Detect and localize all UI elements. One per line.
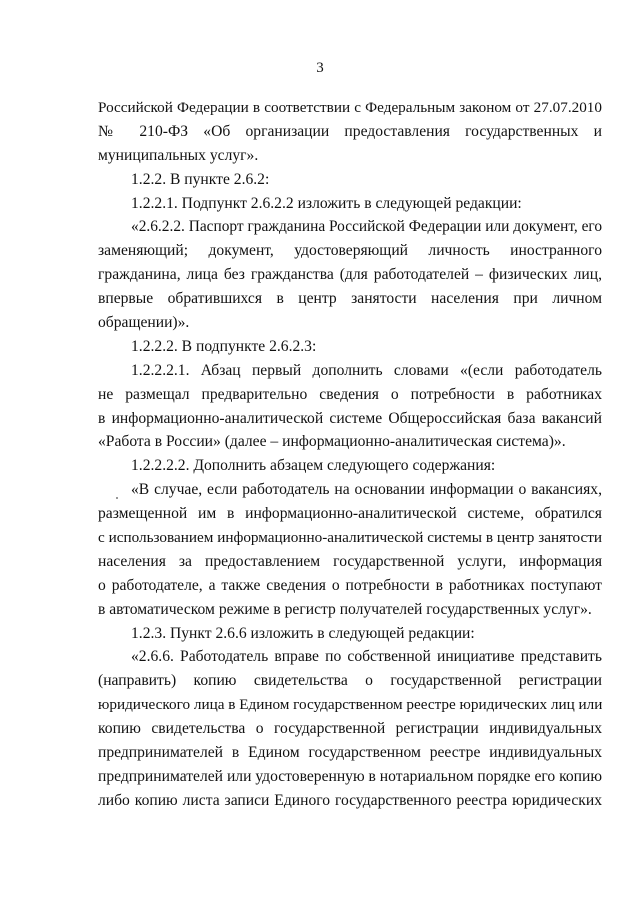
text-line: в информационно-аналитической системе Общероссийская база вакансий (98, 409, 602, 427)
text-line: предпринимателей или удостоверенную в нотариальном порядке его копию (98, 767, 602, 785)
text-line: 1.2.2.2.1. Абзац первый дополнить словами «(если работодатель (131, 361, 602, 379)
text-line: муниципальных услуг». (98, 146, 259, 164)
text-line: (направить) копию свидетельства о государственной регистрации (98, 672, 602, 690)
text-line: не размещал предварительно сведения о потребности в работниках (98, 385, 602, 403)
text-line: «В случае, если работодатель на основании информации о вакансиях, (131, 481, 602, 499)
text-line: о работодателе, а также сведения о потребности в работниках поступают (98, 576, 602, 594)
text-line: заменяющий; документ, удостоверяющий личность иностранного (98, 242, 602, 260)
page-number: 3 (316, 60, 324, 76)
text-line: «2.6.2.2. Паспорт гражданина Российской Федерации или документ, его (131, 218, 602, 236)
text-line: гражданина, лица без гражданства (для работодателей – физических лиц, (98, 266, 602, 284)
text-line: 1.2.2. В пункте 2.6.2: (131, 170, 270, 188)
text-line: 1.2.2.2.2. Дополнить абзацем следующего содержания: (131, 457, 496, 475)
text-line: 1.2.3. Пункт 2.6.6 изложить в следующей редакции: (131, 624, 475, 642)
document-body (98, 96, 602, 813)
text-line: с использованием информационно-аналитической системы в центр занятости (98, 529, 602, 547)
text-line: «2.6.6. Работодатель вправе по собственной инициативе представить (131, 648, 602, 666)
text-line: копию свидетельства о государственной регистрации индивидуальных (98, 720, 602, 738)
text-line: 1.2.2.2. В подпункте 2.6.2.3: (131, 337, 317, 355)
text-line: либо копию листа записи Единого государственного реестра юридических (98, 791, 602, 809)
text-line: предпринимателей в Едином государственном реестре индивидуальных (98, 744, 602, 762)
text-line: юридического лица в Едином государственном реестре юридических лиц или (98, 696, 602, 714)
text-line: размещенной им в информационно-аналитической системе, обратился (98, 505, 602, 523)
text-line: в автоматическом режиме в регистр получателей государственных услуг». (98, 600, 592, 618)
text-line: № 210-ФЗ «Об организации предоставления государственных и (98, 122, 602, 140)
text-line: обращении)». (98, 314, 190, 332)
text-line: 1.2.2.1. Подпункт 2.6.2.2 изложить в следующей редакции: (131, 194, 522, 212)
text-line: Российской Федерации в соответствии с Федеральным законом от 27.07.2010 (98, 99, 602, 116)
text-line: «Работа в России» (далее – информационно-аналитическая система)». (98, 433, 566, 451)
scan-speck (116, 497, 118, 499)
text-line: населения за предоставлением государственной услуги, информация (98, 552, 602, 570)
text-line: впервые обратившихся в центр занятости населения при личном (98, 290, 602, 308)
